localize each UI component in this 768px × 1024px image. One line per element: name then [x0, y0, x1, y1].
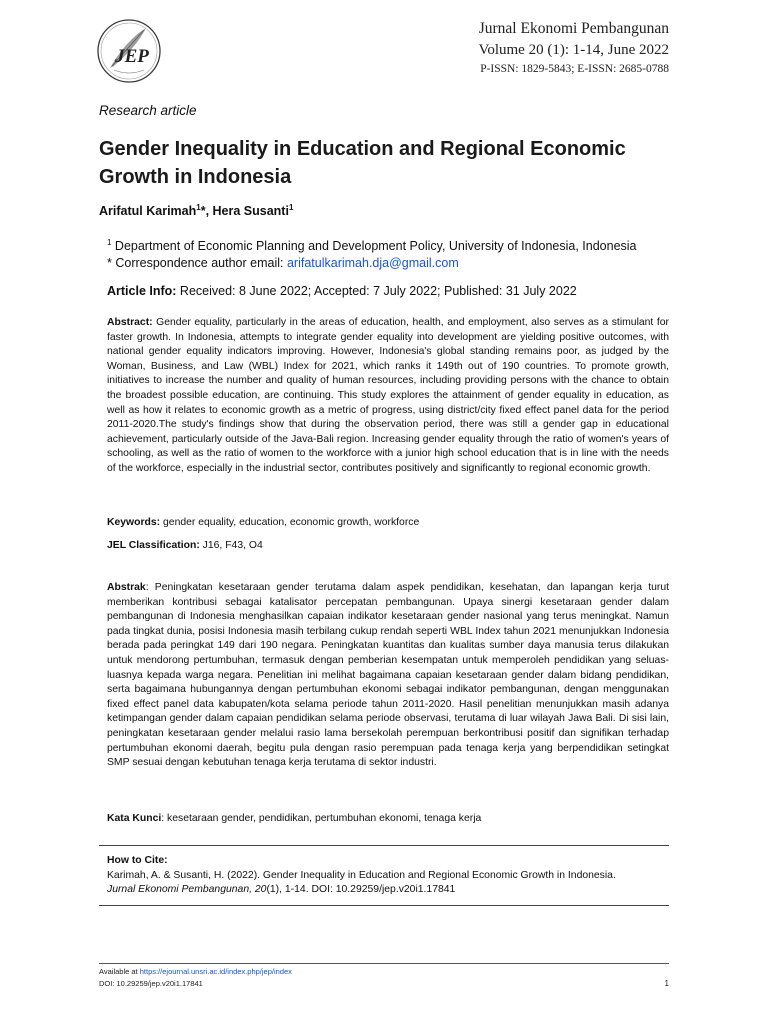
keywords-label: Keywords:: [107, 517, 161, 528]
affiliation-sup: 1: [107, 238, 112, 247]
abstract-label: Abstract:: [107, 317, 153, 328]
corresponding-mark: *,: [200, 204, 213, 219]
journal-header: [478, 19, 669, 77]
kata-kunci: [107, 813, 481, 824]
cite-rest: (1), 1-14. DOI: 10.29259/jep.v20i1.17841: [266, 884, 456, 895]
paper-title: Gender Inequality in Education and Regional Economic Growth in Indonesia: [99, 138, 626, 188]
jel-label: JEL Classification:: [107, 540, 200, 551]
cite-label: How to Cite:: [107, 855, 168, 866]
abstrak-text: : Peningkatan kesetaraan gender terutama dalam aspek pendidikan, kesehatan, dan lapangan kerja turut memberikan kontribusi sebagai katalisator percepatan pembangunan. Upaya sinergi kesetaraan gender dalam pembangunan di Indonesia menghasilkan capaian indikator kesetaraan gender nasional yang terus meningkat. Namun pada tingkat dunia, posisi Indonesia masih terbilang cukup rendah seperti WBL Index tahun 2021 menunjukkan Indonesia berada pada peringkat 149 dari 190 negara. Peningkatan kuantitas dan kualitas sumber daya manusia terus dilakukan untuk mendorong pertumbuhan, termasuk dengan pemberian kesempatan untuk memperoleh pendidikan yang seluas-luasnya kepada warga negara. Penelitian ini melihat bagaimana capaian kesetaraan gender dalam bidang pendidikan, serta bagaimana hubungannya dengan pertumbuhan ekonomi sebagai indikator pembangunan, dengan menggunakan fixed effect panel data kabupaten/kota selama periode tahun 2011-2020. Hasil penelitian menunjukkan masih adanya ketimpangan gender dalam capaian pendidikan selama periode observasi, terutama di luar wilayah Jawa Bali. Di sisi lain, peningkatan kesetaraan gender melalui rasio lama bersekolah perempuan berkontribusi positif dan signifikan terhadap pertumbuhan ekonomi daerah, begitu pula dengan rasio perempuan pada tenaga kerja yang berpendidikan setingkat SMP sesuai dengan kebutuhan tenaga kerja terutama di sektor industri.: [107, 582, 669, 769]
affiliation-text: Department of Economic Planning and Development Policy, University of Indonesia, Indonesia: [111, 239, 637, 254]
keywords: [107, 517, 419, 528]
page-number: 1: [664, 979, 669, 988]
author-list: [99, 203, 293, 218]
cite-line-1: Karimah, A. & Susanti, H. (2022). Gender Inequality in Education and Regional Economic Growth in Indonesia.: [107, 869, 616, 881]
cite-journal: Jurnal Ekonomi Pembangunan, 20: [107, 884, 267, 895]
journal-logo: [96, 18, 162, 84]
article-info-dates: Received: 8 June 2022; Accepted: 7 July 2022; Published: 31 July 2022: [176, 284, 577, 298]
logo-text: JEP: [115, 46, 149, 67]
author-1: Arifatul Karimah: [99, 204, 197, 219]
affiliation-block: [107, 234, 637, 272]
footer-doi: DOI: 10.29259/jep.v20i1.17841: [99, 978, 203, 988]
kata-kunci-label: Kata Kunci: [107, 813, 162, 824]
email-link[interactable]: arifatulkarimah.dja@gmail.com: [286, 256, 459, 271]
journal-url-link[interactable]: https://ejournal.unsri.ac.id/index.php/jep/index: [139, 967, 292, 976]
jel-classification: [107, 540, 263, 551]
abstract-text: Gender equality, particularly in the areas of education, health, and employment, also serves as a stimulant for faster growth. In Indonesia, attempts to integrate gender equality into development are yielding positive outcomes, with national gender equality indicators improving. However, Indonesia's global standing remains poor, as judged by the Woman, Business, and Law (WBL) Index for 2021, which ranks it 149th out of 190 countries. To promote growth, initiatives to increase the number and quality of human resources, including providing persons with the chance to obtain the broadest possible education, are continuing. This study explores the attainment of gender equality in education, as well as how it relates to economic growth as a metric of progress, using district/city fixed effect panel data for the period 2011-2020.The study's findings show that during the observation period, there was still a gender gap in educational achievement, particularly outside of the Java-Bali region. Increasing gender equality through the ratio of women's years of schooling, as well as the ratio of women to the workforce with a junior high school education that is in line with the needs of the workforce, especially in the industrial sector, contributes positively and significantly to regional economic growth.: [107, 317, 669, 474]
article-info: [107, 284, 577, 298]
author-2: Hera Susanti: [212, 204, 289, 219]
correspondence-label: * Correspondence author email:: [107, 256, 287, 271]
abstrak: [107, 581, 669, 771]
kata-kunci-text: : kesetaraan gender, pendidikan, pertumbuhan ekonomi, tenaga kerja: [161, 813, 482, 824]
article-type: Research article: [99, 103, 197, 118]
author-2-affil: 1: [288, 203, 294, 212]
journal-issn: P-ISSN: 1829-5843; E-ISSN: 2685-0788: [480, 63, 669, 75]
correspondence-line: [107, 255, 637, 272]
keywords-text: gender equality, education, economic growth, workforce: [160, 517, 420, 528]
cite-line-2: [107, 883, 669, 898]
how-to-cite: [99, 845, 669, 906]
page-footer: [99, 963, 669, 989]
available-label: Available at: [99, 967, 140, 976]
journal-volume: Volume 20 (1): 1-14, June 2022: [478, 42, 669, 58]
footer-available: [99, 966, 669, 978]
abstrak-label: Abstrak: [107, 582, 146, 593]
author-1-affil: 1: [196, 203, 201, 212]
affiliation-line: [107, 234, 637, 255]
abstract: [107, 316, 669, 477]
article-info-label: Article Info:: [107, 284, 177, 298]
jel-text: J16, F43, O4: [199, 540, 263, 551]
journal-name: Jurnal Ekonomi Pembangunan: [478, 20, 669, 37]
